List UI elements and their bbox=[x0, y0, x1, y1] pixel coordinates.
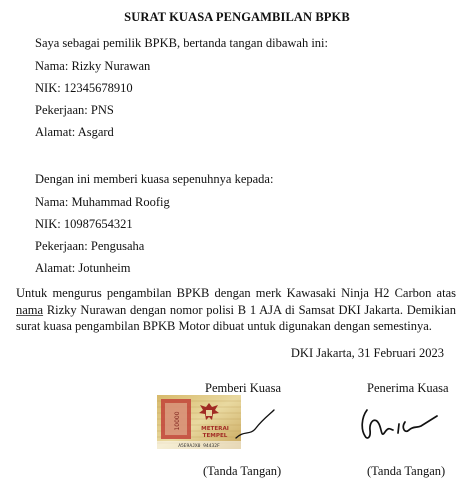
giver-label: Pemberi Kuasa bbox=[205, 381, 282, 395]
grantor-name: Nama: Rizky Nurawan bbox=[35, 59, 151, 73]
purpose-paragraph bbox=[16, 285, 456, 335]
place-date: DKI Jakarta, 31 Februari 2023 bbox=[290, 346, 444, 360]
grantor-nik: NIK: 12345678910 bbox=[35, 81, 133, 95]
stamp-label-bottom: TEMPEL bbox=[202, 433, 228, 439]
purpose-text-end: Rizky Nurawan dengan nomor polisi B 1 AJA di Samsat DKI Jakarta. Demikian surat kuasa pengambilan BPKB Motor dibuat untuk digunakan dengan semestinya. bbox=[16, 302, 456, 333]
intro-text: Saya sebagai pemilik BPKB, bertanda tangan dibawah ini: bbox=[35, 36, 328, 50]
purpose-text-start: Untuk mengurus pengambilan BPKB dengan merk Kawasaki Ninja H2 Carbon atas bbox=[16, 286, 456, 300]
grantor-job: Pekerjaan: PNS bbox=[35, 103, 114, 117]
grantee-job: Pekerjaan: Pengusaha bbox=[35, 239, 145, 253]
meterai-stamp-icon bbox=[157, 395, 241, 449]
grantor-address: Alamat: Asgard bbox=[35, 125, 114, 139]
transfer-intro: Dengan ini memberi kuasa sepenuhnya kepada: bbox=[35, 172, 274, 186]
grantee-nik: NIK: 10987654321 bbox=[35, 217, 133, 231]
stamp-serial: A5E9AJX0 94432F bbox=[178, 444, 220, 449]
grantee-address: Alamat: Jotunheim bbox=[35, 261, 131, 275]
receiver-sign-placeholder: (Tanda Tangan) bbox=[367, 464, 446, 478]
giver-signature-icon bbox=[232, 408, 276, 448]
receiver-label: Penerima Kuasa bbox=[367, 381, 449, 395]
stamp-label-top: METERAI bbox=[201, 426, 229, 432]
giver-sign-placeholder: (Tanda Tangan) bbox=[203, 464, 282, 478]
grantee-name: Nama: Muhammad Roofig bbox=[35, 195, 170, 209]
purpose-underlined-word: nama bbox=[16, 302, 44, 317]
stamp-amount: 10000 bbox=[174, 411, 181, 431]
receiver-signature-icon bbox=[355, 400, 445, 450]
letter-title: SURAT KUASA PENGAMBILAN BPKB bbox=[124, 10, 350, 24]
